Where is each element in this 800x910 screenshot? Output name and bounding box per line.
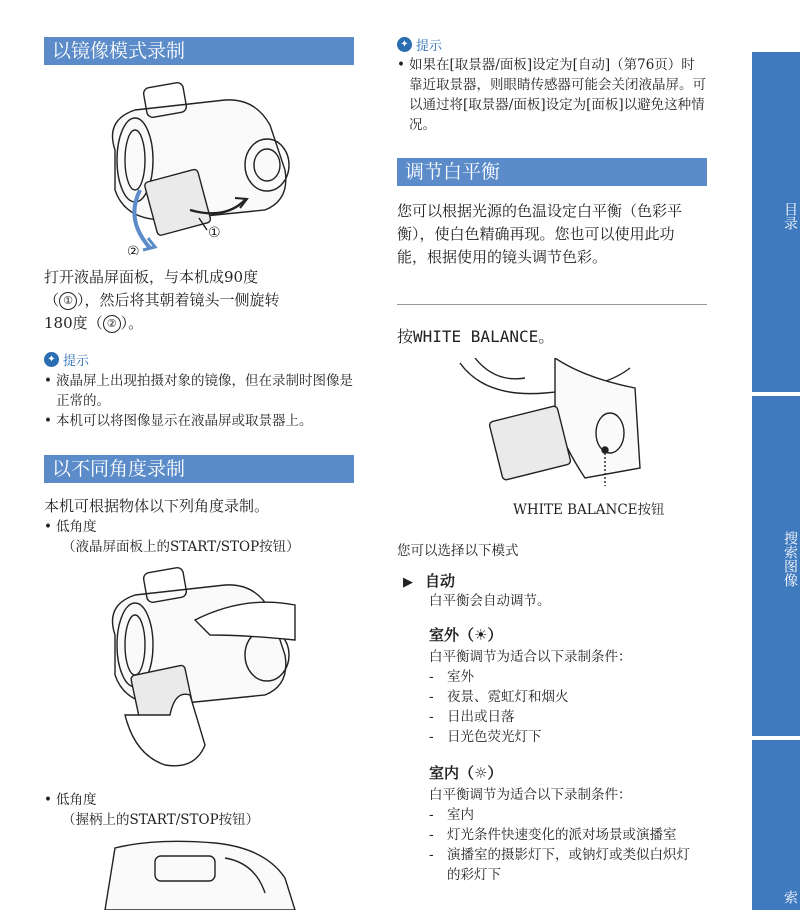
tab-contents[interactable]: 目录 (752, 52, 800, 392)
low-angle-1-sub: （液晶屏面板上的START/STOP按钮） (62, 539, 300, 555)
low-angle-1-list (44, 517, 356, 537)
list-item: - 日出或日落 (429, 707, 709, 727)
outdoor-mode-title: 室外（☀） (429, 626, 503, 644)
lightbulb-icon: ✦ (44, 352, 59, 367)
list-item: - 室外 (429, 667, 709, 687)
list-item: • 如果在[取景器/面板]设定为[自动]（第76页）时靠近取景器，则眼睛传感器可能会关闭液晶屏。可以通过将[取景器/面板]设定为[面板]以避免这种情况。 (397, 55, 707, 135)
mirror-mode-heading: 以镜像模式录制 (44, 37, 354, 65)
angle-intro: 本机可根据物体以下列角度录制。 (44, 497, 270, 515)
outdoor-mode-desc: 白平衡调节为适合以下录制条件： (429, 649, 632, 665)
list-item: • 低角度 (44, 517, 356, 537)
hint-list-right (397, 55, 707, 135)
mirror-instructions: 打开液晶屏面板，与本机成90度 （ ① ），然后将其朝着镜头一侧旋转 180度（ ② ）。 (44, 268, 280, 332)
list-item: • 低角度 (44, 790, 356, 810)
outdoor-condition-list (429, 667, 709, 747)
list-item: • 本机可以将图像显示在液晶屏或取景器上。 (44, 411, 356, 431)
list-item: - 日光色荧光灯下 (429, 727, 709, 747)
list-item: • 液晶屏上出现拍摄对象的镜像，但在录制时图像是正常的。 (44, 371, 356, 411)
low-angle-lcd-illustration (95, 565, 305, 775)
tab-index[interactable]: 索 (752, 740, 800, 910)
indoor-mode-title: 室内（☼） (429, 764, 503, 782)
auto-mode-desc: 白平衡会自动调节。 (429, 593, 551, 609)
white-balance-intro: 您可以根据光源的色温设定白平衡（色彩平衡），使白色精确再现。您也可以使用此功能，根据使用的镜头调节色彩。 (397, 202, 683, 266)
list-item: - 演播室的摄影灯下，或钠灯或类似白炽灯的彩灯下 (429, 845, 701, 885)
white-balance-heading: 调节白平衡 (397, 158, 707, 186)
press-white-balance-step: 按WHITE BALANCE。 (397, 327, 555, 346)
hint-label-left: ✦ 提示 (44, 350, 89, 369)
list-item: - 灯光条件快速变化的派对场景或演播室 (429, 825, 701, 845)
camera-lcd-rotate-illustration (95, 80, 305, 255)
list-item: - 夜景、霓虹灯和烟火 (429, 687, 709, 707)
white-balance-button-illustration (455, 358, 645, 488)
callout-2: ② (127, 244, 140, 255)
low-angle-2-list (44, 790, 356, 810)
grip-button-illustration (95, 838, 305, 910)
hint-label-right: ✦ 提示 (397, 35, 442, 54)
button-caption: WHITE BALANCE按钮 (513, 502, 665, 518)
choose-mode-text: 您可以选择以下模式 (397, 543, 519, 559)
low-angle-2-sub: （握柄上的START/STOP按钮） (62, 812, 260, 828)
indoor-condition-list (429, 805, 701, 885)
section-divider (397, 304, 707, 305)
lightbulb-icon: ✦ (397, 37, 412, 52)
indoor-mode-desc: 白平衡调节为适合以下录制条件： (429, 787, 632, 803)
auto-mode-title: ▶ 自动 (403, 572, 456, 590)
list-item: - 室内 (429, 805, 701, 825)
angle-heading: 以不同角度录制 (44, 455, 354, 483)
tab-search-images[interactable]: 搜索图像 (752, 396, 800, 736)
default-marker: ▶ (403, 575, 413, 590)
callout-1: ① (208, 225, 221, 241)
hint-list-left (44, 371, 356, 431)
